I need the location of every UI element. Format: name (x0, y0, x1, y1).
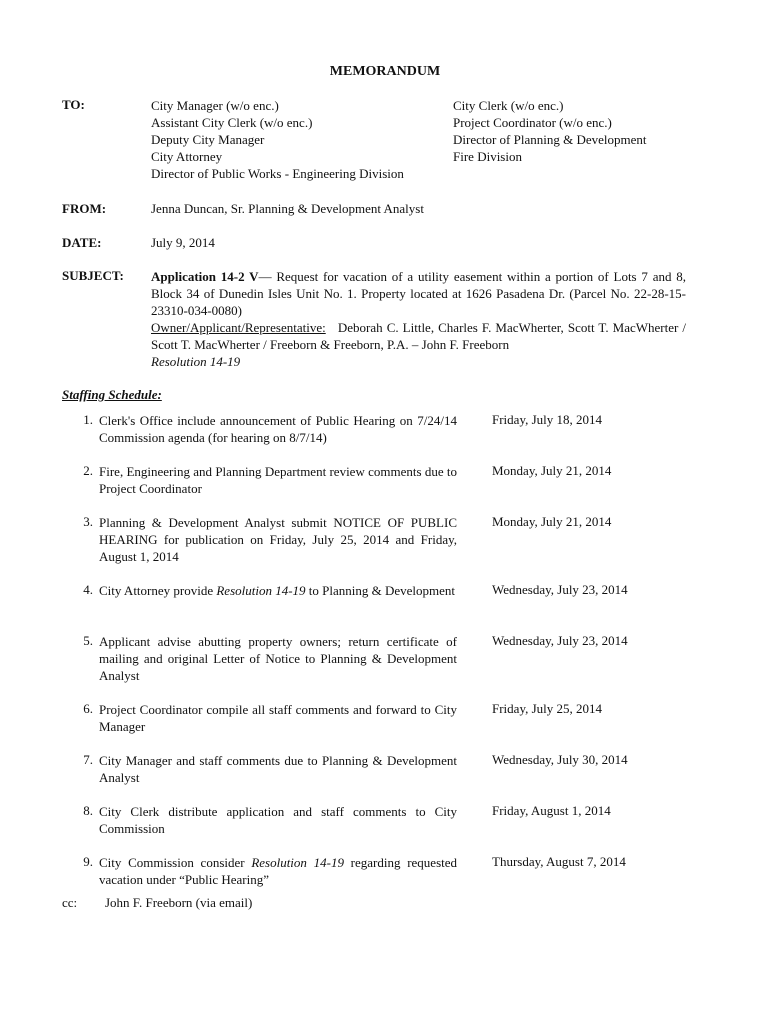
date-label: DATE: (62, 235, 102, 250)
subject-description: — Request for vacation of a utility easement within a portion of Lots 7 and 8, Block 34 of Dunedin Isles Unit No. 1. Property located at 1626 Pasadena Dr. (Parcel No. 22-28-15-23310-034-0080) (151, 269, 686, 318)
to-recipient: Director of Public Works - Engineering Division (151, 166, 404, 181)
subject-body (151, 268, 686, 370)
to-recipient: City Manager (w/o enc.) (151, 98, 279, 113)
item-date: Monday, July 21, 2014 (492, 514, 612, 529)
item-number: 8. (83, 803, 93, 818)
to-recipient: City Clerk (w/o enc.) (453, 98, 564, 113)
to-recipient: Fire Division (453, 149, 522, 164)
to-recipient: Assistant City Clerk (w/o enc.) (151, 115, 313, 130)
item-number: 2. (83, 463, 93, 478)
item-task: City Clerk distribute application and staff comments to City Commission (99, 804, 457, 836)
item-date: Wednesday, July 23, 2014 (492, 582, 628, 597)
item-task: City Manager and staff comments due to Planning & Development Analyst (99, 753, 457, 785)
item-number: 9. (83, 854, 93, 869)
from-label: FROM: (62, 201, 107, 216)
item-number: 1. (83, 412, 93, 427)
item-date: Friday, August 1, 2014 (492, 803, 611, 818)
to-recipient: Director of Planning & Development (453, 132, 647, 147)
item-task: Planning & Development Analyst submit NOTICE OF PUBLIC HEARING for publication on Friday, July 25, 2014 and Friday, August 1, 2014 (99, 515, 457, 564)
date-value: July 9, 2014 (151, 235, 215, 250)
schedule-title: Staffing Schedule: (62, 387, 162, 402)
item-date: Monday, July 21, 2014 (492, 463, 612, 478)
owner-label: Owner/Applicant/Representative: (151, 320, 326, 335)
application-number: Application 14-2 V (151, 269, 259, 284)
item-number: 5. (83, 633, 93, 648)
to-recipients-right (453, 97, 647, 165)
to-label: TO: (62, 97, 85, 112)
item-task: Fire, Engineering and Planning Department review comments due to Project Coordinator (99, 464, 457, 496)
from-value: Jenna Duncan, Sr. Planning & Development Analyst (151, 201, 424, 216)
owner-text: Deborah C. Little, Charles F. MacWherter, Scott T. MacWherter / Scott T. MacWherter / Freeborn & Freeborn, P.A. – John F. Freeborn (151, 320, 686, 352)
to-recipients-left (151, 97, 404, 182)
item-date: Wednesday, July 30, 2014 (492, 752, 628, 767)
item-task: Applicant advise abutting property owners; return certificate of mailing and original Letter of Notice to Planning & Development Analyst (99, 634, 457, 683)
item-number: 4. (83, 582, 93, 597)
item-task: Clerk's Office include announcement of Public Hearing on 7/24/14 Commission agenda (for hearing on 8/7/14) (99, 413, 457, 445)
item-date: Thursday, August 7, 2014 (492, 854, 626, 869)
resolution-ref: Resolution 14-19 (151, 354, 241, 369)
memo-title: MEMORANDUM (329, 64, 441, 79)
cc-value: John F. Freeborn (via email) (105, 895, 253, 910)
to-recipient: Project Coordinator (w/o enc.) (453, 115, 612, 130)
cc-label: cc: (62, 895, 78, 910)
item-number: 6. (83, 701, 93, 716)
item-task: Project Coordinator compile all staff comments and forward to City Manager (99, 702, 457, 734)
item-task: City Commission consider Resolution 14-19 regarding requested vacation under “Public Hearing” (99, 855, 458, 887)
item-date: Friday, July 25, 2014 (492, 701, 603, 716)
subject-label: SUBJECT: (62, 268, 124, 283)
item-task: City Attorney provide Resolution 14-19 to Planning & Development (99, 583, 456, 598)
item-date: Friday, July 18, 2014 (492, 412, 603, 427)
to-recipient: City Attorney (151, 149, 223, 164)
item-date: Wednesday, July 23, 2014 (492, 633, 628, 648)
item-number: 7. (83, 752, 93, 767)
item-number: 3. (83, 514, 93, 529)
to-recipient: Deputy City Manager (151, 132, 265, 147)
